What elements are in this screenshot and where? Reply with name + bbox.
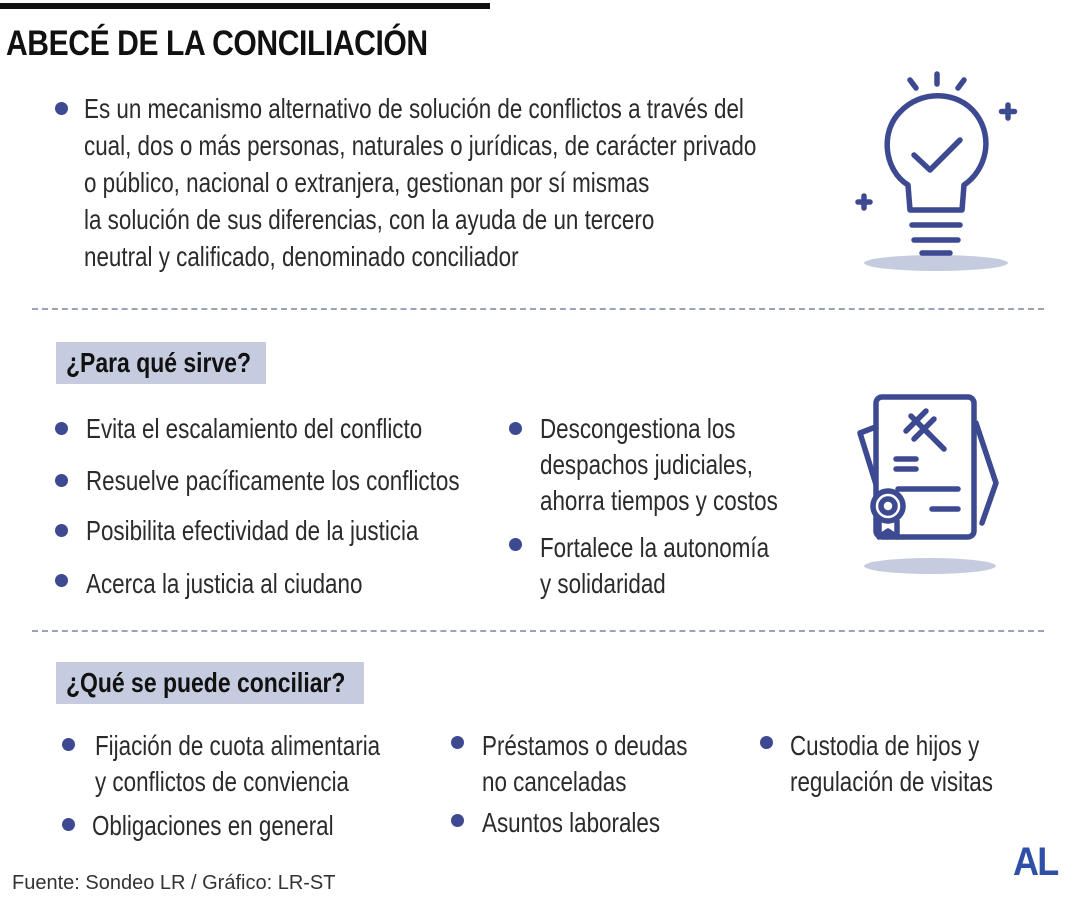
list-bullet [451, 814, 464, 827]
list-item: Fortalece la autonomía [540, 532, 770, 563]
definition-line: o público, nacional o extranjera, gestionan por sí mismas [84, 167, 650, 198]
lightbulb-check-icon [850, 70, 1030, 275]
list-item: Acerca la justicia al ciudano [86, 568, 363, 599]
section-heading-text: ¿Para qué sirve? [66, 347, 252, 378]
list-item: Préstamos o deudas [482, 730, 688, 761]
list-item: Custodia de hijos y [790, 730, 980, 761]
list-bullet [55, 474, 68, 487]
definition-line: Es un mecanismo alternativo de solución de conflictos a través del [84, 93, 744, 124]
list-bullet [509, 538, 522, 551]
list-item: Evita el escalamiento del conflicto [86, 413, 423, 444]
section-heading-para-que-sirve [56, 342, 266, 384]
list-bullet [55, 574, 68, 587]
publisher-logo: AL [1013, 840, 1058, 884]
source-credit: Fuente: Sondeo LR / Gráfico: LR-ST [12, 872, 336, 894]
definition-line: la solución de sus diferencias, con la ayuda de un tercero [84, 204, 655, 235]
list-item: y conflictos de conviencia [95, 766, 350, 797]
list-item: Obligaciones en general [92, 810, 334, 841]
list-item: despachos judiciales, [540, 449, 753, 480]
top-rule [0, 3, 490, 9]
list-bullet [62, 738, 75, 751]
list-bullet [509, 422, 522, 435]
legal-document-gavel-icon [848, 383, 1013, 578]
list-bullet [62, 818, 75, 831]
list-item: Resuelve pacíficamente los conflictos [86, 465, 460, 496]
list-item: Asuntos laborales [482, 807, 661, 838]
definition-bullet [55, 102, 68, 115]
list-item: Descongestiona los [540, 413, 736, 444]
list-bullet [55, 524, 68, 537]
section-heading-text: ¿Qué se puede conciliar? [66, 667, 346, 698]
list-bullet [55, 422, 68, 435]
section-divider [32, 308, 1044, 310]
list-item: ahorra tiempos y costos [540, 485, 778, 516]
list-item: Posibilita efectividad de la justicia [86, 515, 419, 546]
list-item: regulación de visitas [790, 766, 993, 797]
definition-line: cual, dos o más personas, naturales o jurídicas, de carácter privado [84, 130, 757, 161]
section-divider [32, 630, 1044, 632]
list-bullet [760, 736, 773, 749]
list-item: no canceladas [482, 766, 627, 797]
section-heading-que-se-puede-conciliar [56, 662, 364, 704]
list-item: Fijación de cuota alimentaria [95, 730, 381, 761]
list-bullet [451, 736, 464, 749]
page-title: ABECÉ DE LA CONCILIACIÓN [6, 24, 428, 63]
definition-line: neutral y calificado, denominado conciliador [84, 241, 519, 272]
list-item: y solidaridad [540, 568, 666, 599]
